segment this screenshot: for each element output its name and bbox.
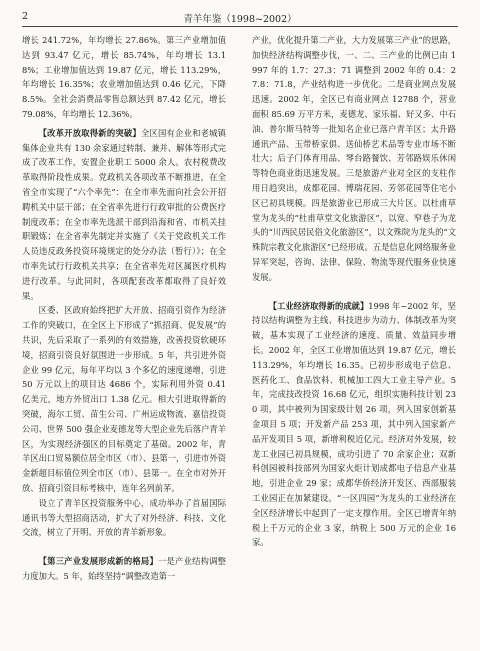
left-column [22,33,226,584]
paragraph-text: 一是产业结构调整力度加大。5 年，始终坚持“调整改造第一 [22,556,226,581]
section-paragraph [22,554,226,584]
section-heading: 【工业经济取得新的成就】 [268,300,369,311]
page-number: 2 [22,11,29,22]
section-heading: 【改革开放取得新的突破】 [38,127,141,138]
paragraph-text: 设立了青羊区投资服务中心，成功举办了首届国际通讯书等大型招商活动，扩大了对外经济、科技、文化交流，树立了开明、开放的青羊新形象。 [22,497,226,538]
paragraph-text: 1998 年~2002 年，坚持以结构调整为主线、科技进步为动力、体制改革为突破，基本实现了工业经济的速度、质量、效益同步增长。2002 年，全区工业增加值达到 19.87 亿元，增长 113.29%，年均增长 16.35。已初步形成电子信息、医药化工、食品饮料、机械加工四大工业主导产业。5 年，完成技改投资 16.68 亿元，组织实施科技计划 230 项，其中被列为国家级计划 26 项，列入国家创新基金项目 5 项；开发新产品 253 项，其中列入国家新产品开发项目 5 项，新增利税近亿元。经济对外发展，较龙工业园已初具规模，成功引进了 70 余家企业；双新科创园被科技部列为国家火炬计划成都电子信息产业基地，引进企业 29 家；成都华侨经济开发区、西部服装工业园正在加紧建设。“一区四园”为龙头的工业经济在全区经济增长中起到了一定支撑作用。全区已增青年纳税上千万元的企业 3 家，纳税上 500 万元的企业 16 家。 [252,300,456,548]
running-title: 青羊年鉴（1998~2002） [183,14,297,25]
paragraph-text: 全区国有企业和老城镇集体企业共有 130 余家通过转制、兼并、解体等形式完成了改革工作，安置企业职工 5000 余人。农村税费改革取得阶段性成果。党政机关各项改革不断推进，在全省全市实现了“六个率先”：在全市率先面向社会公开招聘机关中层干部；在全省率先进行行政审批的公费医疗制度改革；在全市率先选派干部到沿海和省、市机关挂职锻炼；在全省率先制定并实施了《关于党政机关工作人员违反政务投资环境规定的处分办法（暂行）》；在全市率先试行行政机关共享；在全省率先对区属医疗机构进行改革。与此同时，各项配套改革都取得了良好效果。 [22,127,226,301]
right-column [252,33,456,550]
paragraph-text: 增长 241.72%，年均增长 27.86%。第三产业增加值达到 93.47 亿元，增长 85.74%，年均增长 13.18%；工业增加值达到 19.87 亿元，增长 113.29%，年均增长 16.35%；农业增加值达到 0.46 亿元，下降 8.5%。全社会消费品零售总额达到 87.42 亿元，增长 79.08%，年均增长 12.36%。 [22,35,226,119]
running-header [22,10,458,27]
section-heading: 【第三产业发展形成新的格局】 [38,556,158,567]
section-paragraph [22,126,226,304]
paragraph [22,33,226,122]
paragraph-text: 产业，优化提升第二产业，大力发展第三产业”的思路，加快经济结构调整步伐，一、二、三产业的比例已由 1997 年的 1.7：27.3：71 调整到 2002 年的 0.4：27.8：71.8，产业结构进一步优化。二是商业网点发展迅速。2002 年，全区已有商业网点 12788 个，营业面积 85.69 万平方米，麦德龙、家乐福、好又多、中石油、普尔斯马特等一批知名企业已落户青羊区；太升路通讯产品、玉带桥家俱、送仙桥艺术品等专业市场不断壮大；后子门体育用品、琴台路餐饮、芳邻路娱乐休闲等特色商业街迅速发展。三是旅游产业对全区的支柱作用日趋突出，成都花园、博瑞花园、芳邻花园等住宅小区已初具规模。四是旅游业已形成三大片区。以杜甫草堂为龙头的“杜甫草堂文化旅游区”，以宽、窄巷子为龙头的“川西民居民俗文化旅游区”，以文殊院为龙头的“文殊院宗教文化旅游区”已经形成。五是信息化网络服务业异军突起，咨询、法律、保险、物流等现代服务业快速发展。 [252,35,456,282]
paragraph [22,496,226,540]
paragraph [252,33,456,285]
paragraph-text: 区委、区政府始终把扩大开放、招商引资作为经济工作的突破口，在全区上下形成了“抓招商、促发展”的共识，先后采取了一系列的有效措施，改善投资软硬环境，招商引资良好氛围进一步形成。5 年，共引进外资企业 99 亿元，每年平均以 3 个多亿的速度递增，引进 50 万元以上的项目达 4686 个，实际利用外资 0.41 亿美元，地方外贸出口 1.38 亿元。相大引进取得新的突破，海尔工贸、苗生公司、广州运成物流、嘉信投资公司、世界 500 强企业麦德龙等大型企业先后落户青羊区，为实现经济强区的目标奠定了基础。2002 年，青羊区出口贸易额位居全市区（市）、县第一，引进市外资金新超目标值位列全市区（市）、县第一。在全市对外开放、招商引资目标考核中，连年名列前茅。 [22,305,226,493]
section-paragraph [252,299,456,551]
paragraph [22,303,226,495]
